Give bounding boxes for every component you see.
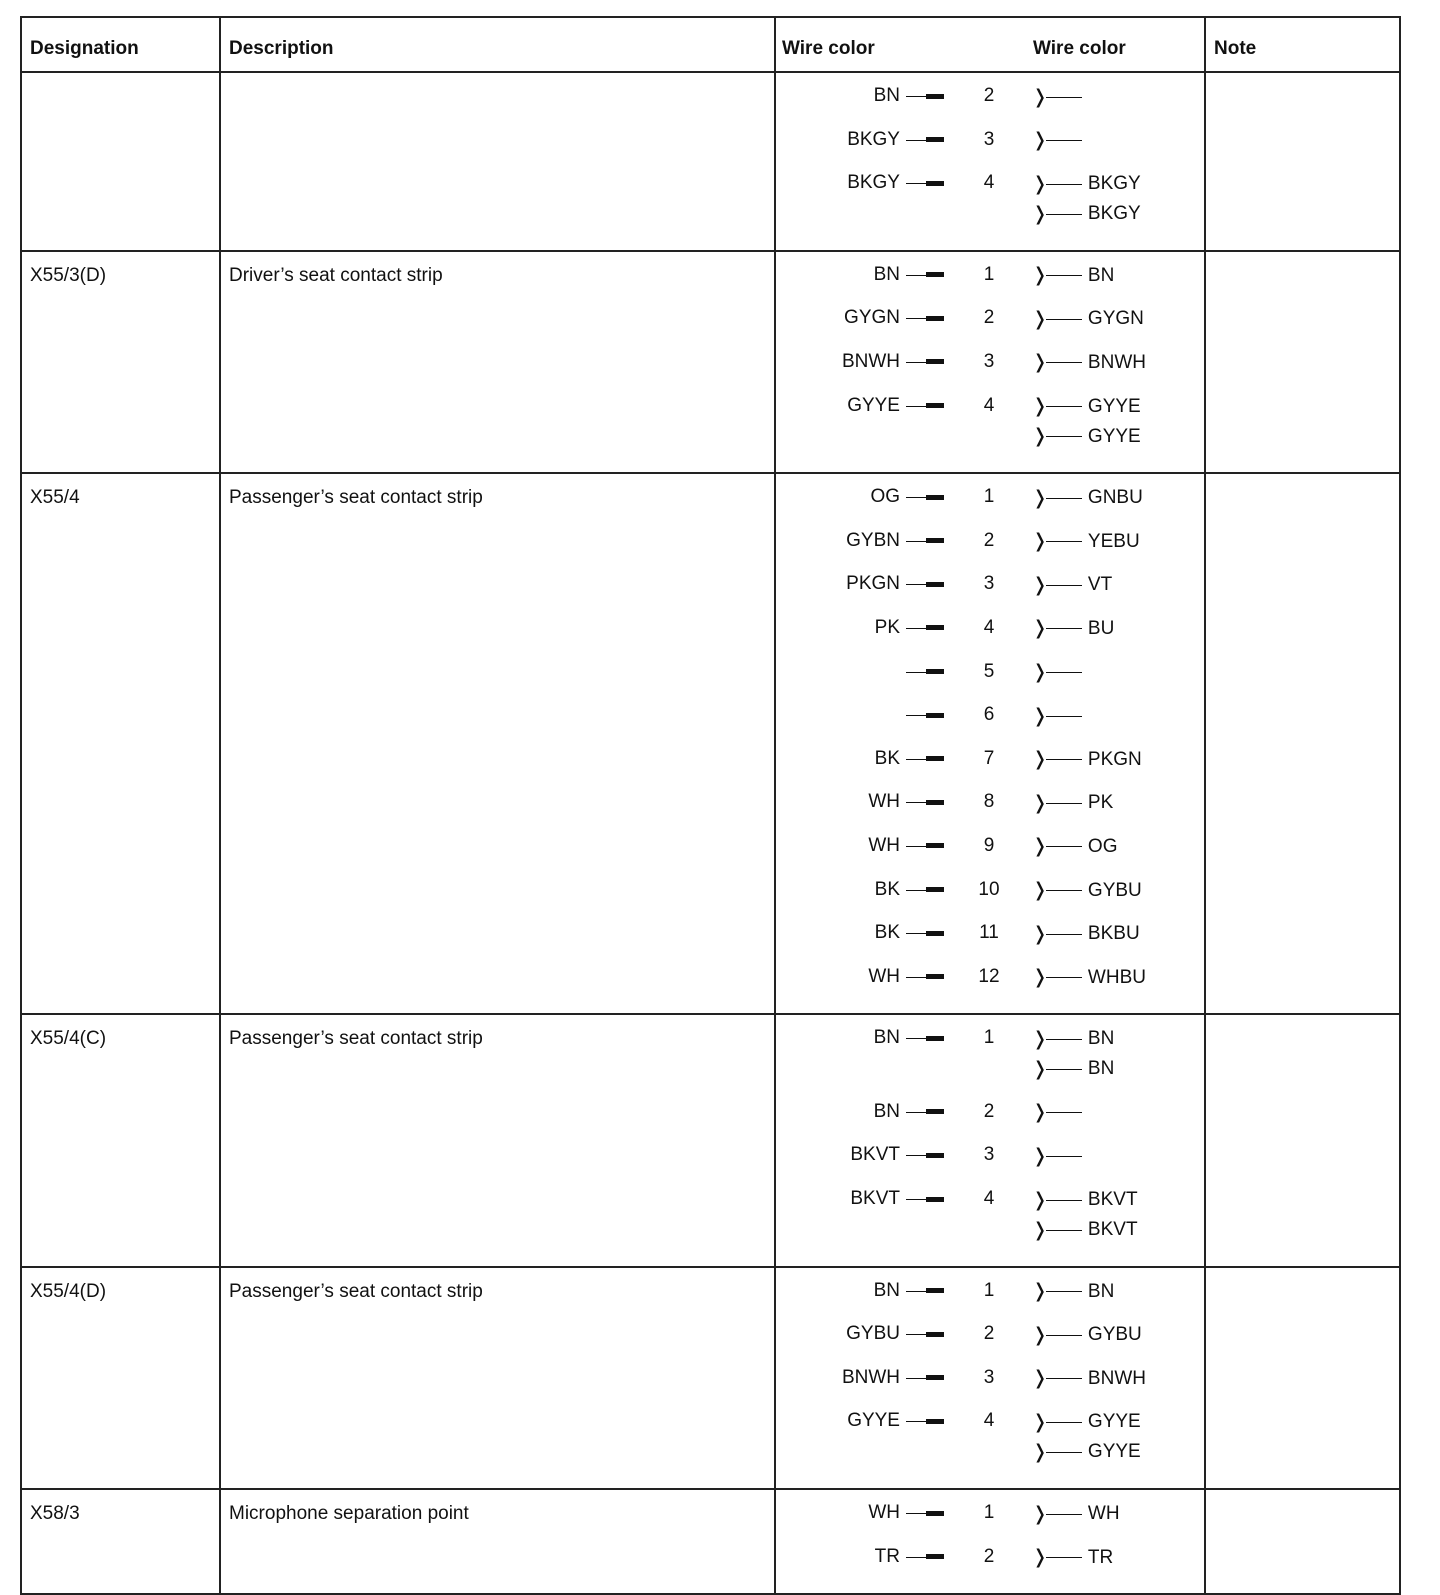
wire-color-left: BKGY — [847, 172, 900, 194]
pin-row — [776, 789, 1204, 833]
wire-pins-cell — [776, 1268, 1206, 1488]
female-terminal-icon: ❭ — [1032, 352, 1048, 374]
female-terminal — [1032, 1324, 1142, 1346]
wire-line-icon — [1046, 890, 1082, 891]
female-terminal-icon: ❭ — [1032, 1189, 1048, 1211]
pin-number: 4 — [983, 172, 995, 194]
male-terminal-icon — [906, 497, 944, 498]
wire-color-right: BN — [1087, 1280, 1115, 1302]
pin-row — [776, 1142, 1204, 1186]
female-terminal — [1032, 705, 1088, 727]
pin-row — [776, 920, 1204, 964]
wire-color-left: GYBN — [846, 529, 900, 551]
female-terminal-icon: ❭ — [1032, 1411, 1048, 1433]
wire-color-left: BK — [874, 922, 900, 944]
wire-color-left: GYGN — [844, 307, 900, 329]
wire-pins-cell — [776, 1490, 1206, 1593]
wire-color-right: GYBU — [1087, 879, 1142, 901]
wire-color-left: BN — [873, 85, 900, 106]
pin-number: 7 — [983, 747, 995, 769]
male-terminal-icon — [906, 1513, 944, 1514]
wire-color-left: BKGY — [847, 128, 900, 150]
female-terminal-icon: ❭ — [1032, 487, 1048, 509]
wire-line-icon — [1046, 214, 1082, 215]
wire-line-icon — [1046, 934, 1082, 935]
pin-number: 6 — [983, 704, 995, 726]
female-terminal-icon: ❭ — [1032, 1219, 1048, 1241]
description-cell: Passenger’s seat contact strip — [221, 474, 776, 1013]
note-cell — [1206, 474, 1399, 1013]
pin-number: 3 — [983, 1144, 995, 1166]
pin-row — [776, 615, 1204, 659]
header-wire-color-group — [776, 18, 1206, 71]
female-terminal — [1032, 1102, 1088, 1124]
male-terminal-icon — [906, 628, 944, 629]
wire-color-right: BKBU — [1087, 923, 1140, 945]
table-body — [22, 73, 1399, 1593]
male-terminal-icon — [906, 1038, 944, 1039]
header-note: Note — [1214, 38, 1257, 59]
male-terminal-icon — [906, 890, 944, 891]
male-terminal-icon — [906, 275, 944, 276]
pin-row — [776, 1500, 1204, 1544]
male-terminal-icon — [906, 1112, 944, 1113]
wire-color-left: PK — [874, 616, 900, 638]
pin-number: 12 — [978, 965, 1000, 987]
wire-color-right: BKGY — [1087, 203, 1141, 225]
female-terminal-icon: ❭ — [1032, 1547, 1048, 1569]
wire-line-icon — [1046, 1514, 1082, 1515]
wire-line-icon — [1046, 803, 1082, 804]
wire-color-right: WH — [1087, 1503, 1120, 1525]
female-terminal-icon: ❭ — [1032, 426, 1048, 448]
wire-color-right: PK — [1087, 792, 1114, 814]
male-terminal-icon — [906, 362, 944, 363]
pin-row — [776, 528, 1204, 572]
wire-color-left: GYYE — [847, 394, 900, 416]
female-terminal-icon: ❭ — [1032, 1145, 1048, 1167]
pin-number: 4 — [983, 616, 995, 638]
male-terminal-icon — [906, 977, 944, 978]
wire-color-left: GYBU — [846, 1323, 900, 1345]
header-designation: Designation — [22, 18, 221, 71]
wire-line-icon — [1046, 1291, 1082, 1292]
wire-color-right: GYYE — [1087, 425, 1141, 447]
table-row — [22, 1015, 1399, 1267]
wire-color-right: BNWH — [1087, 1367, 1146, 1389]
pin-row — [776, 305, 1204, 349]
wire-color-left: WH — [868, 791, 900, 813]
pin-row — [776, 1408, 1204, 1482]
wire-line-icon — [1046, 184, 1082, 185]
wire-color-left: WH — [868, 834, 900, 856]
pin-number: 11 — [979, 922, 999, 944]
note-cell — [1206, 1268, 1399, 1488]
wire-line-icon — [1046, 1230, 1082, 1231]
pin-number: 4 — [983, 394, 995, 416]
pin-row — [776, 964, 1204, 1008]
pin-row — [776, 1099, 1204, 1143]
wire-color-left: OG — [870, 486, 900, 508]
pin-row — [776, 1365, 1204, 1409]
male-terminal-icon — [906, 846, 944, 847]
wire-pins-cell — [776, 252, 1206, 472]
female-terminal-icon: ❭ — [1032, 396, 1048, 418]
male-terminal-icon — [906, 1199, 944, 1200]
wire-line-icon — [1046, 498, 1082, 499]
pin-row — [776, 484, 1204, 528]
table-row — [22, 252, 1399, 474]
pin-number: 3 — [983, 1366, 995, 1388]
pin-row — [776, 877, 1204, 921]
wire-line-icon — [1046, 977, 1082, 978]
female-terminal — [1032, 574, 1112, 596]
table-row — [22, 474, 1399, 1015]
wire-color-right: VT — [1087, 574, 1113, 596]
female-terminal — [1032, 1368, 1146, 1390]
wire-line-icon — [1046, 275, 1082, 276]
description-cell: Passenger’s seat contact strip — [221, 1268, 776, 1488]
wire-color-left: GYYE — [847, 1410, 900, 1432]
wire-line-icon — [1046, 1557, 1082, 1558]
wire-color-right: PKGN — [1087, 748, 1142, 770]
female-terminal — [1032, 426, 1141, 448]
pin-row — [776, 833, 1204, 877]
male-terminal-icon — [906, 1378, 944, 1379]
wire-color-right: GYGN — [1087, 308, 1144, 330]
wire-pins-cell — [776, 1015, 1206, 1265]
female-terminal-icon: ❭ — [1032, 705, 1048, 727]
pin-number: 9 — [983, 834, 995, 856]
designation-cell: X55/4(D) — [22, 1268, 221, 1488]
female-terminal — [1032, 265, 1114, 287]
table-row — [22, 1490, 1399, 1593]
pin-row — [776, 746, 1204, 790]
female-terminal — [1032, 923, 1140, 945]
wire-line-icon — [1046, 628, 1082, 629]
female-terminal-icon: ❭ — [1032, 1102, 1048, 1124]
female-terminal — [1032, 1503, 1120, 1525]
wire-color-right: GYYE — [1087, 395, 1141, 417]
note-cell — [1206, 73, 1399, 250]
male-terminal-icon — [906, 584, 944, 585]
wire-line-icon — [1046, 319, 1082, 320]
pin-row — [776, 702, 1204, 746]
wire-color-right: BN — [1087, 1058, 1115, 1080]
wire-line-icon — [1046, 1112, 1082, 1113]
wire-line-icon — [1046, 140, 1082, 141]
wire-line-icon — [1046, 846, 1082, 847]
male-terminal-icon — [906, 933, 944, 934]
wire-color-right: BN — [1087, 1028, 1115, 1050]
wire-line-icon — [1046, 672, 1082, 673]
pin-number: 3 — [983, 573, 995, 595]
wire-color-right: BKVT — [1087, 1219, 1138, 1241]
male-terminal-icon — [906, 96, 944, 97]
female-terminal-icon: ❭ — [1032, 308, 1048, 330]
designation-cell: X58/3 — [22, 1490, 221, 1593]
pin-number: 2 — [983, 1323, 995, 1345]
designation-cell: X55/4(C) — [22, 1015, 221, 1265]
description-cell: Driver’s seat contact strip — [221, 252, 776, 472]
pin-number: 2 — [983, 85, 995, 106]
female-terminal-icon: ❭ — [1032, 618, 1048, 640]
pin-row — [776, 393, 1204, 467]
wire-line-icon — [1046, 1069, 1082, 1070]
pin-number: 10 — [978, 878, 1000, 900]
female-terminal — [1032, 1281, 1114, 1303]
wire-color-right: BU — [1087, 617, 1115, 639]
female-terminal-icon: ❭ — [1032, 1281, 1048, 1303]
pin-number: 8 — [983, 791, 995, 813]
wire-color-right: YEBU — [1087, 530, 1140, 552]
pin-row — [776, 1278, 1204, 1322]
female-terminal — [1032, 203, 1141, 225]
wire-color-right: GYBU — [1087, 1324, 1142, 1346]
male-terminal-icon — [906, 183, 944, 184]
wire-color-left: BK — [874, 747, 900, 769]
pin-number: 4 — [983, 1188, 995, 1210]
pin-row — [776, 83, 1204, 127]
female-terminal — [1032, 1411, 1141, 1433]
wire-color-right: OG — [1087, 835, 1118, 857]
male-terminal-icon — [906, 715, 944, 716]
female-terminal — [1032, 1441, 1141, 1463]
female-terminal — [1032, 618, 1114, 640]
designation-cell: X55/4 — [22, 474, 221, 1013]
female-terminal-icon: ❭ — [1032, 792, 1048, 814]
wire-color-left: BN — [873, 1027, 900, 1049]
connector-table — [20, 16, 1401, 1595]
female-terminal — [1032, 967, 1146, 989]
female-terminal — [1032, 130, 1088, 152]
female-terminal — [1032, 1189, 1138, 1211]
wire-color-right: BKGY — [1087, 173, 1141, 195]
female-terminal-icon: ❭ — [1032, 1368, 1048, 1390]
pin-number: 2 — [983, 529, 995, 551]
female-terminal — [1032, 396, 1141, 418]
wire-line-icon — [1046, 362, 1082, 363]
wire-color-right: TR — [1087, 1546, 1114, 1568]
pin-number: 1 — [983, 1027, 995, 1049]
wire-color-left: WH — [868, 965, 900, 987]
pin-number: 1 — [983, 1502, 995, 1524]
female-terminal-icon: ❭ — [1032, 967, 1048, 989]
wire-color-left: BN — [873, 1279, 900, 1301]
header-wire-color-left: Wire color — [782, 38, 875, 59]
pin-row — [776, 659, 1204, 703]
female-terminal-icon: ❭ — [1032, 531, 1048, 553]
note-cell — [1206, 252, 1399, 472]
header-description: Description — [221, 18, 776, 71]
female-terminal — [1032, 352, 1146, 374]
pin-number: 2 — [983, 1100, 995, 1122]
wire-pins-cell — [776, 474, 1206, 1013]
female-terminal — [1032, 836, 1117, 858]
wire-line-icon — [1046, 541, 1082, 542]
female-terminal-icon: ❭ — [1032, 1028, 1048, 1050]
pin-row — [776, 571, 1204, 615]
male-terminal-icon — [906, 1334, 944, 1335]
wire-line-icon — [1046, 1335, 1082, 1336]
note-cell — [1206, 1490, 1399, 1593]
wire-line-icon — [1046, 97, 1082, 98]
wire-line-icon — [1046, 585, 1082, 586]
female-terminal-icon: ❭ — [1032, 130, 1048, 152]
female-terminal-icon: ❭ — [1032, 1441, 1048, 1463]
table-row — [22, 73, 1399, 252]
pin-row — [776, 1186, 1204, 1260]
female-terminal — [1032, 173, 1141, 195]
wire-line-icon — [1046, 759, 1082, 760]
wire-color-left: WH — [868, 1502, 900, 1524]
wire-line-icon — [1046, 1452, 1082, 1453]
female-terminal-icon: ❭ — [1032, 86, 1048, 108]
wire-color-right: BN — [1087, 264, 1115, 286]
male-terminal-icon — [906, 1557, 944, 1558]
wire-color-left: BN — [873, 263, 900, 285]
wire-line-icon — [1046, 436, 1082, 437]
female-terminal — [1032, 1547, 1113, 1569]
description-cell — [221, 73, 776, 250]
pin-row — [776, 1025, 1204, 1099]
wire-color-right: GYYE — [1087, 1441, 1141, 1463]
female-terminal-icon: ❭ — [1032, 662, 1048, 684]
male-terminal-icon — [906, 318, 944, 319]
table-row — [22, 1268, 1399, 1490]
female-terminal — [1032, 487, 1143, 509]
table-header — [22, 18, 1399, 73]
male-terminal-icon — [906, 1421, 944, 1422]
female-terminal-icon: ❭ — [1032, 203, 1048, 225]
wire-line-icon — [1046, 1039, 1082, 1040]
female-terminal — [1032, 662, 1088, 684]
male-terminal-icon — [906, 406, 944, 407]
pin-row — [776, 349, 1204, 393]
pin-number: 2 — [983, 1545, 995, 1567]
wire-pins-cell — [776, 73, 1206, 250]
header-wire-color-right: Wire color — [1033, 38, 1126, 59]
pin-number: 1 — [983, 263, 995, 285]
male-terminal-icon — [906, 1155, 944, 1156]
wire-color-right: BKVT — [1087, 1189, 1138, 1211]
wire-line-icon — [1046, 1200, 1082, 1201]
male-terminal-icon — [906, 802, 944, 803]
wire-color-left: TR — [874, 1545, 900, 1567]
female-terminal-icon: ❭ — [1032, 836, 1048, 858]
pin-number: 4 — [983, 1410, 995, 1432]
wire-color-right: GNBU — [1087, 487, 1143, 509]
pin-number: 3 — [983, 350, 995, 372]
pin-row — [776, 127, 1204, 171]
male-terminal-icon — [906, 1291, 944, 1292]
female-terminal-icon: ❭ — [1032, 880, 1048, 901]
female-terminal-icon: ❭ — [1032, 1058, 1048, 1080]
pin-number: 5 — [983, 660, 995, 682]
pin-number: 1 — [983, 1279, 995, 1301]
female-terminal — [1032, 749, 1142, 771]
male-terminal-icon — [906, 541, 944, 542]
wire-color-left: BKVT — [850, 1144, 900, 1166]
female-terminal-icon: ❭ — [1032, 265, 1048, 287]
female-terminal — [1032, 792, 1113, 814]
female-terminal — [1032, 531, 1140, 553]
wire-line-icon — [1046, 716, 1082, 717]
female-terminal-icon: ❭ — [1032, 1324, 1048, 1346]
female-terminal-icon: ❭ — [1032, 749, 1048, 771]
pin-row — [776, 170, 1204, 244]
pin-row — [776, 1544, 1204, 1588]
pin-number: 3 — [983, 128, 995, 150]
pin-number: 1 — [983, 486, 995, 508]
wire-color-left: BKVT — [850, 1188, 900, 1210]
female-terminal — [1032, 1028, 1114, 1050]
wire-color-left: PKGN — [846, 573, 900, 595]
designation-cell — [22, 73, 221, 250]
wire-line-icon — [1046, 1156, 1082, 1157]
wire-color-left: BNWH — [841, 350, 900, 372]
pin-row — [776, 1321, 1204, 1365]
wire-line-icon — [1046, 1378, 1082, 1379]
pin-number: 2 — [983, 307, 995, 329]
wire-color-right: WHBU — [1087, 966, 1146, 988]
male-terminal-icon — [906, 140, 944, 141]
wire-color-right: BNWH — [1087, 351, 1146, 373]
female-terminal-icon: ❭ — [1032, 173, 1048, 195]
female-terminal-icon: ❭ — [1032, 574, 1048, 596]
female-terminal — [1032, 1058, 1114, 1080]
female-terminal — [1032, 1219, 1138, 1241]
female-terminal-icon: ❭ — [1032, 923, 1048, 945]
wire-color-left: BNWH — [841, 1366, 900, 1388]
wire-color-left: BN — [873, 1100, 900, 1122]
female-terminal-icon: ❭ — [1032, 1503, 1048, 1525]
female-terminal — [1032, 86, 1088, 108]
wire-color-left: BK — [874, 878, 900, 900]
female-terminal — [1032, 308, 1144, 330]
note-cell — [1206, 1015, 1399, 1265]
female-terminal — [1032, 1145, 1088, 1167]
pin-row — [776, 262, 1204, 306]
designation-cell: X55/3(D) — [22, 252, 221, 472]
description-cell: Passenger’s seat contact strip — [221, 1015, 776, 1265]
male-terminal-icon — [906, 759, 944, 760]
wire-line-icon — [1046, 406, 1082, 407]
description-cell: Microphone separation point — [221, 1490, 776, 1593]
female-terminal — [1032, 880, 1142, 902]
wire-line-icon — [1046, 1422, 1082, 1423]
wire-color-right: GYYE — [1087, 1411, 1141, 1433]
male-terminal-icon — [906, 672, 944, 673]
